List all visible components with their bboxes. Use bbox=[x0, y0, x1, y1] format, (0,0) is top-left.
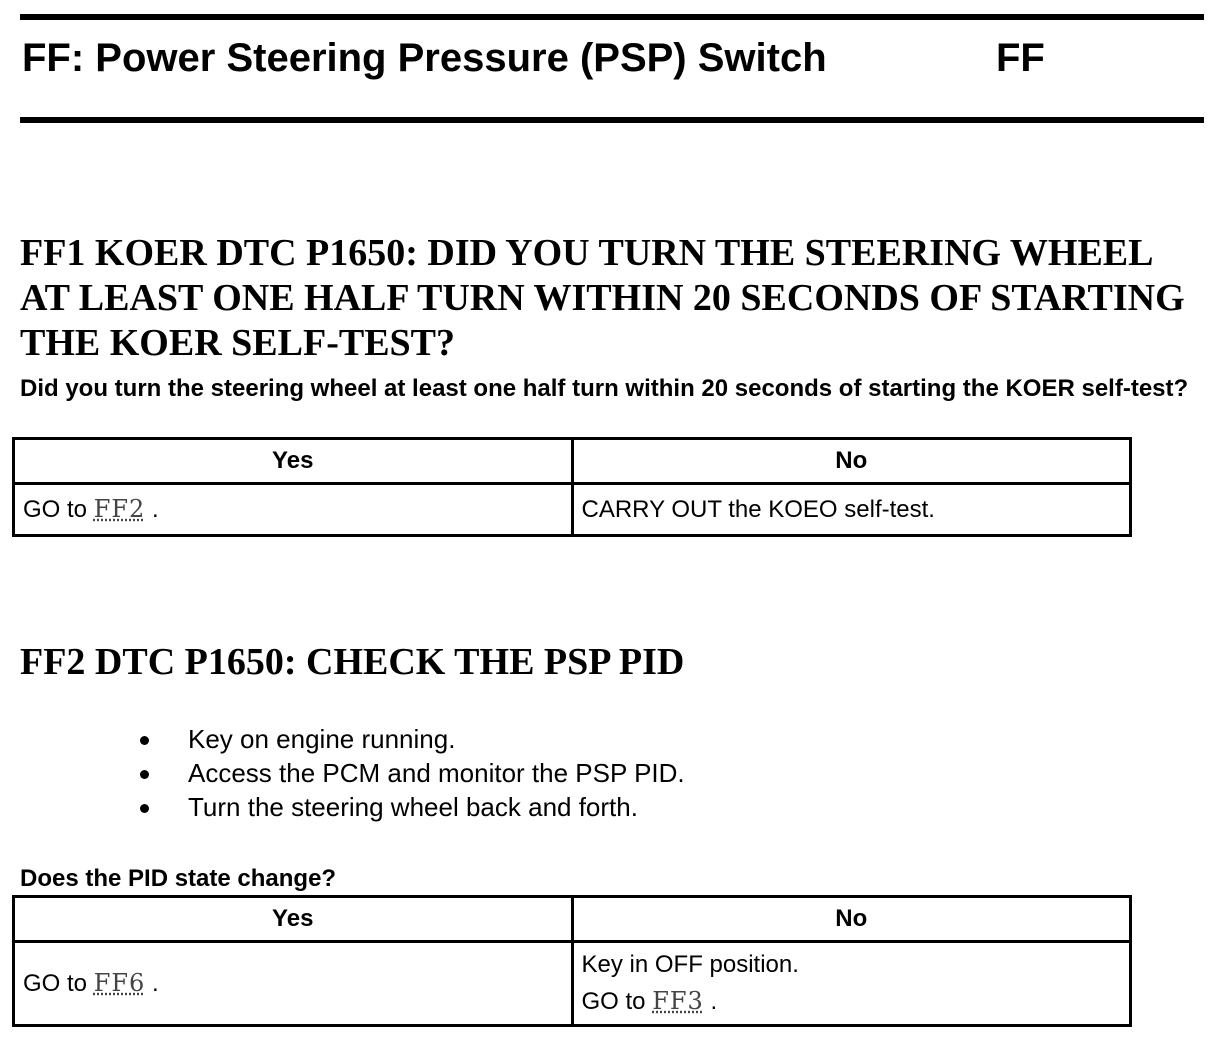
section-ff2-table bbox=[12, 895, 1132, 1027]
step-item: Key on engine running. bbox=[140, 722, 685, 756]
no-header: No bbox=[572, 897, 1131, 942]
yes-suffix: . bbox=[151, 970, 159, 997]
step-item: Access the PCM and monitor the PSP PID. bbox=[140, 756, 685, 790]
no-suffix: . bbox=[710, 988, 718, 1015]
section-ff2-question: Does the PID state change? bbox=[20, 865, 337, 892]
section-ff1-question: Did you turn the steering wheel at least one half turn within 20 seconds of starting the KOER self-test? bbox=[20, 375, 1189, 402]
page-code: FF bbox=[996, 36, 1045, 80]
yes-header: Yes bbox=[14, 897, 573, 942]
section-ff2-steps bbox=[140, 722, 685, 824]
top-rule bbox=[20, 14, 1204, 20]
no-line-2 bbox=[582, 983, 1122, 1020]
yes-suffix: . bbox=[151, 496, 159, 523]
yes-cell bbox=[14, 484, 573, 536]
no-cell bbox=[572, 942, 1131, 1026]
page-title: FF: Power Steering Pressure (PSP) Switch bbox=[22, 36, 827, 80]
no-cell: CARRY OUT the KOEO self-test. bbox=[572, 484, 1131, 536]
section-ff1-table bbox=[12, 437, 1132, 537]
section-ff1-title: FF1 KOER DTC P1650: DID YOU TURN THE STEERING WHEEL AT LEAST ONE HALF TURN WITHIN 20 SECONDS OF STARTING THE KOER SELF-TEST? bbox=[20, 232, 1185, 364]
yes-prefix: GO to bbox=[23, 970, 88, 997]
section-ff2-title: FF2 DTC P1650: CHECK THE PSP PID bbox=[20, 641, 685, 683]
yes-prefix: GO to bbox=[23, 496, 88, 523]
no-header: No bbox=[572, 439, 1131, 484]
ff6-link[interactable]: FF6 bbox=[93, 969, 146, 997]
ff2-link[interactable]: FF2 bbox=[93, 495, 146, 523]
step-item: Turn the steering wheel back and forth. bbox=[140, 790, 685, 824]
bottom-rule bbox=[20, 117, 1204, 123]
yes-cell bbox=[14, 942, 573, 1026]
yes-header: Yes bbox=[14, 439, 573, 484]
no-line-1: Key in OFF position. bbox=[581, 951, 799, 978]
no-prefix: GO to bbox=[581, 988, 646, 1015]
ff3-link[interactable]: FF3 bbox=[652, 987, 704, 1015]
